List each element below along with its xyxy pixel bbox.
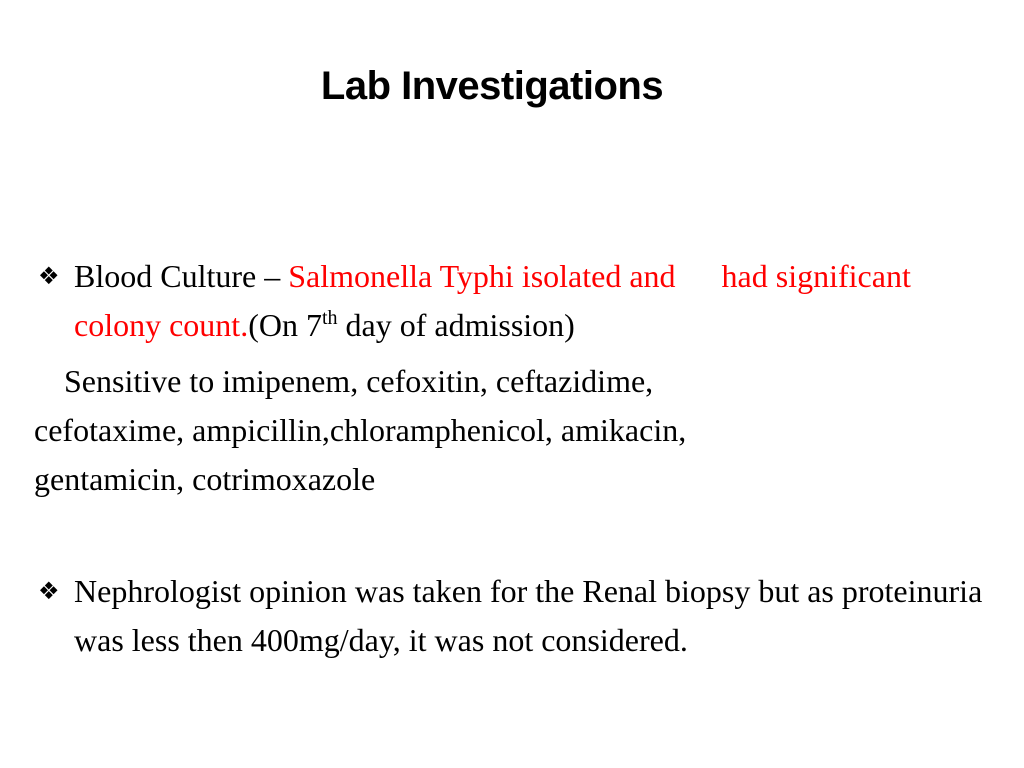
four-diamond-bullet-icon: ❖	[38, 577, 60, 605]
culture-result-part-2: had significant colony count.	[74, 258, 911, 343]
blood-culture-text	[74, 252, 988, 350]
nephrologist-text: Nephrologist opinion was taken for the Renal biopsy but as proteinuria was less then 400mg/day, it was not considered.	[74, 573, 983, 658]
blood-culture-bullet	[38, 252, 988, 350]
admission-note-prefix: (On 7	[248, 307, 322, 343]
sensitivity-line-1	[34, 357, 994, 406]
blood-culture-label: Blood Culture –	[74, 258, 289, 294]
sensitivity-line-2: cefotaxime, ampicillin,chloramphenicol, amikacin,	[34, 412, 687, 448]
sensitivity-line-1-text: Sensitive to imipenem, cefoxitin, ceftazidime,	[64, 363, 654, 399]
culture-result-part-1: Salmonella Typhi isolated and	[288, 258, 676, 294]
admission-note-superscript: th	[321, 307, 338, 329]
admission-note-suffix: day of admission)	[337, 307, 575, 343]
sensitivity-paragraph	[34, 357, 994, 504]
slide-title: Lab Investigations	[320, 64, 664, 108]
four-diamond-bullet-icon: ❖	[38, 262, 60, 290]
nephrologist-bullet	[38, 567, 988, 665]
sensitivity-line-3: gentamicin, cotrimoxazole	[34, 461, 376, 497]
